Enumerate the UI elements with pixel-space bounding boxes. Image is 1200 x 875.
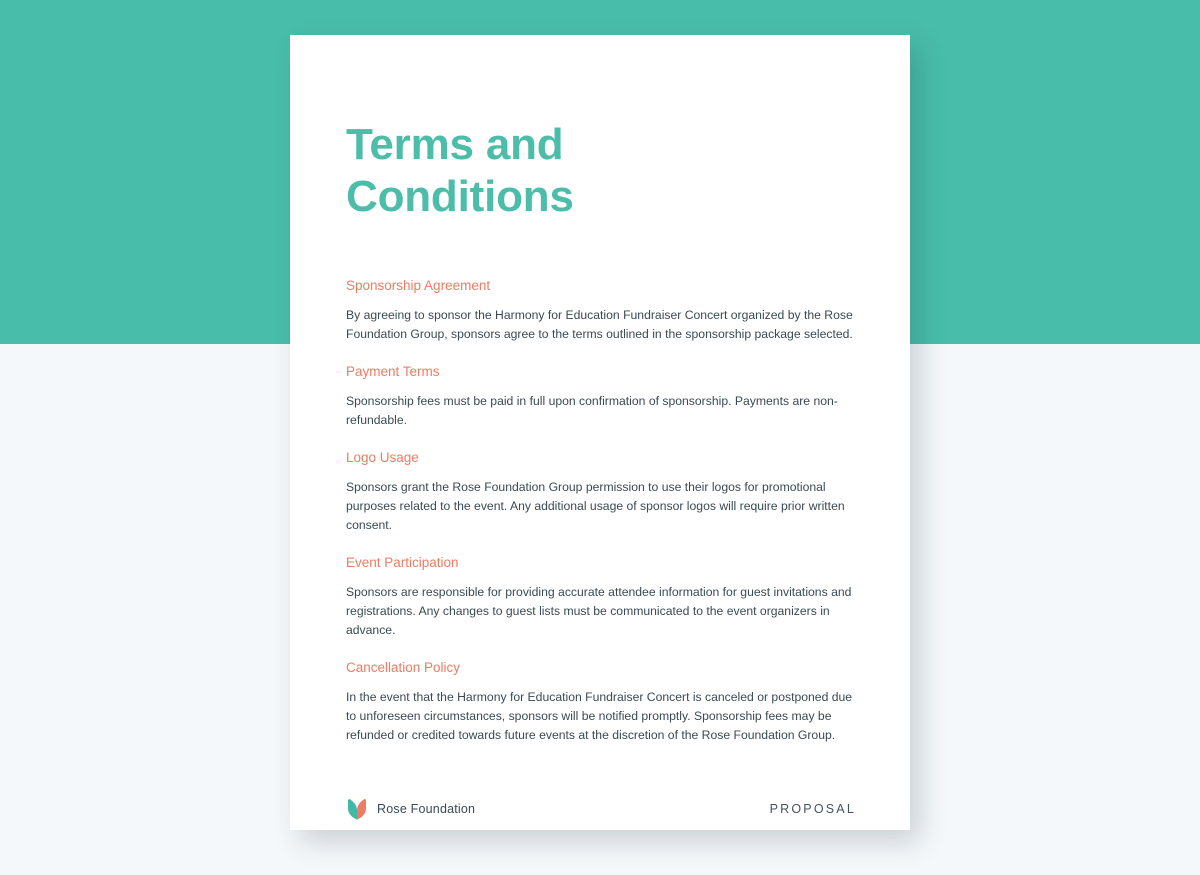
footer-document-type-label: PROPOSAL <box>769 802 856 816</box>
section-body: Sponsors are responsible for providing accurate attendee information for guest invitations and registrations. Any changes to guest lists must be communicated to the event organizers in advance. <box>346 585 852 637</box>
section-heading: Payment Terms <box>346 364 440 379</box>
section-body: By agreeing to sponsor the Harmony for Education Fundraiser Concert organized by the Rose Foundation Group, sponsors agree to the terms outlined in the sponsorship package selected. <box>346 308 853 341</box>
section-body: Sponsorship fees must be paid in full upon confirmation of sponsorship. Payments are non-refundable. <box>346 394 838 427</box>
section-cancellation-policy <box>346 660 856 745</box>
section-heading: Cancellation Policy <box>346 660 461 675</box>
section-heading: Event Participation <box>346 555 459 570</box>
section-body: In the event that the Harmony for Education Fundraiser Concert is canceled or postponed due to unforeseen circumstances, sponsors will be notified promptly. Sponsorship fees may be refunded or credited towards future events at the discretion of the Rose Foundation Group. <box>346 690 853 742</box>
page-content-area <box>346 35 856 830</box>
document-page-card <box>290 35 910 830</box>
terms-sections-list <box>346 278 856 745</box>
section-body: Sponsors grant the Rose Foundation Group permission to use their logos for promotional purposes related to the event. Any additional usage of sponsor logos will require prior written consent. <box>346 480 845 532</box>
page-title: Terms and Conditions <box>346 120 574 221</box>
section-event-participation <box>346 555 856 640</box>
section-logo-usage <box>346 450 856 535</box>
brand-lockup <box>346 797 475 821</box>
section-heading: Sponsorship Agreement <box>346 278 491 293</box>
brand-name-label: Rose Foundation <box>377 802 476 816</box>
section-payment-terms <box>346 364 856 430</box>
section-sponsorship-agreement <box>346 278 856 344</box>
tulip-petals-icon <box>346 797 368 821</box>
page-footer <box>346 795 856 823</box>
section-heading: Logo Usage <box>346 450 419 465</box>
